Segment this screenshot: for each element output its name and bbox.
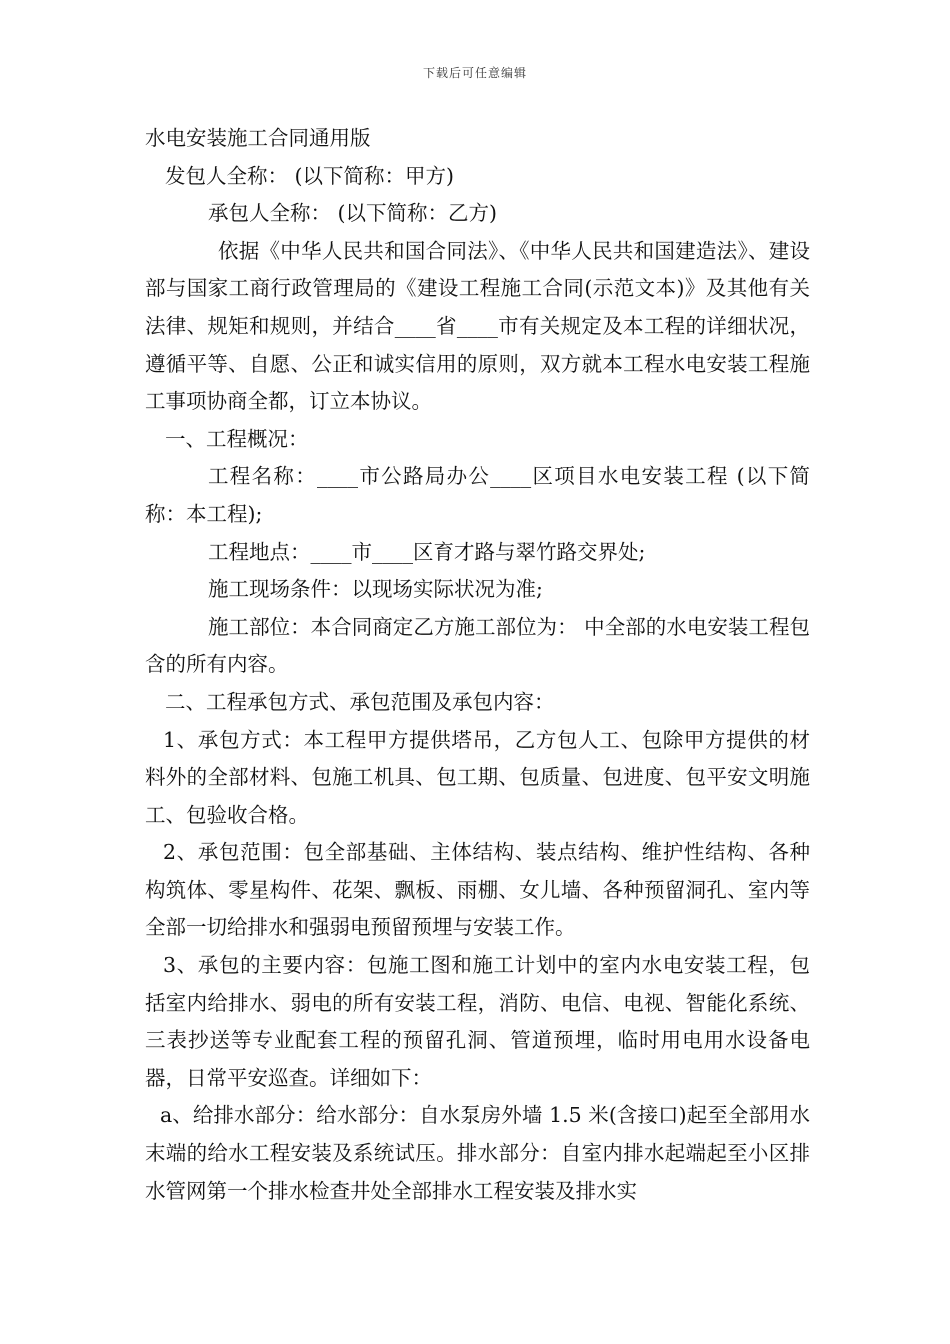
project-name-paragraph: 工程名称：____市公路局办公____区项目水电安装工程 (以下简称：本工程); bbox=[145, 464, 810, 526]
document-title: 水电安装施工合同通用版 bbox=[145, 126, 371, 150]
project-location-line: 工程地点：____市____区育才路与翠竹路交界处; bbox=[208, 539, 646, 564]
water-supply-drainage-paragraph: a、给排水部分：给水部分：自水泵房外墙 1.5 米(含接口)起至全部用水末端的给水工程安装及系统试压。排水部分：自室内排水起端起至小区排水管网第一个排水检查井处全部排水工程安装及排水实 bbox=[145, 1103, 810, 1203]
section-heading-contract-method: 二、工程承包方式、承包范围及承包内容： bbox=[165, 689, 555, 714]
employer-name-line: 发包人全称： (以下简称：甲方) bbox=[165, 163, 455, 188]
contract-content-paragraph: 3、承包的主要内容：包施工图和施工计划中的室内水电安装工程，包括室内给排水、弱电的所有安装工程，消防、电信、电视、智能化系统、三表抄送等专业配套工程的预留孔洞、管道预埋，临时用电用水设备电器，日常平安巡查。详细如下： bbox=[145, 953, 810, 1090]
site-conditions-line: 施工现场条件：以现场实际状况为准; bbox=[208, 577, 543, 602]
contract-method-paragraph: 1、承包方式：本工程甲方提供塔吊，乙方包人工、包除甲方提供的材料外的全部材料、包施工机具、包工期、包质量、包进度、包平安文明施工、包验收合格。 bbox=[145, 727, 810, 827]
document-body bbox=[145, 120, 810, 1210]
contract-range-paragraph: 2、承包范围：包全部基础、主体结构、装点结构、维护性结构、各种构筑体、零星构件、花架、飘板、雨棚、女儿墙、各种预留洞孔、室内等全部一切给排水和强弱电预留预埋与安装工作。 bbox=[145, 840, 810, 940]
section-heading-project-overview: 一、工程概况： bbox=[165, 426, 309, 451]
construction-scope-paragraph: 施工部位：本合同商定乙方施工部位为： 中全部的水电安装工程包含的所有内容。 bbox=[145, 614, 810, 677]
contract-basis-paragraph: 依据《中华人民共和国合同法》、《中华人民共和国建造法》、建设部与国家工商行政管理局的《建设工程施工合同(示范文本)》及其他有关法律、规矩和规则，并结合____省____市有关规定及本工程的详细状况，遵循平等、自愿、公正和诚实信用的原则，双方就本工程水电安装工程施工事项协商全都，订立本协议。 bbox=[145, 238, 810, 414]
contractor-name-line: 承包人全称： (以下简称：乙方) bbox=[208, 201, 498, 226]
page-header-note: 下载后可任意编辑 bbox=[422, 66, 527, 80]
